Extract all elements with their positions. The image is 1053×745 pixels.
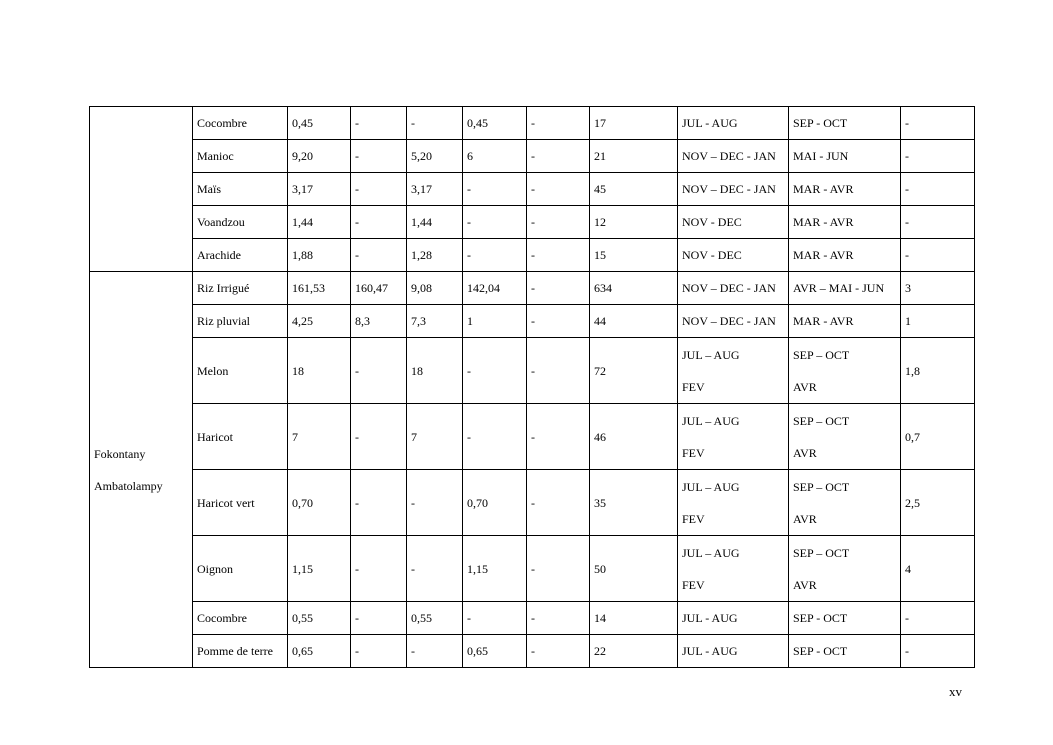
page-number: xv	[949, 684, 962, 699]
table-row	[90, 536, 975, 602]
value-cell: 0,65	[463, 635, 527, 668]
table-row	[90, 107, 975, 140]
value-cell: 161,53	[288, 272, 351, 305]
value-cell: 4	[901, 536, 975, 602]
sowing-period-cell	[678, 272, 789, 305]
value-cell: -	[901, 635, 975, 668]
value-cell: -	[351, 173, 407, 206]
period-line: FEV	[682, 445, 705, 460]
period-line: NOV – DEC - JAN	[682, 149, 776, 163]
sowing-period-cell	[678, 635, 789, 668]
crop-name-cell: Haricot vert	[193, 470, 288, 536]
crop-name-cell: Cocombre	[193, 107, 288, 140]
value-cell: -	[351, 536, 407, 602]
period-line: SEP - OCT	[793, 644, 848, 658]
value-cell: -	[407, 635, 463, 668]
table-row	[90, 206, 975, 239]
period-line: SEP - OCT	[793, 611, 848, 625]
value-cell: 1,44	[407, 206, 463, 239]
period-line: JUL – AUG	[682, 347, 740, 362]
table-row	[90, 140, 975, 173]
crop-name-cell: Haricot	[193, 404, 288, 470]
value-cell: -	[527, 239, 590, 272]
crop-name-cell: Voandzou	[193, 206, 288, 239]
value-cell: -	[527, 536, 590, 602]
value-cell: 7	[407, 404, 463, 470]
value-cell: 18	[288, 338, 351, 404]
value-cell: -	[901, 206, 975, 239]
value-cell: -	[901, 239, 975, 272]
period-line: JUL - AUG	[682, 116, 738, 130]
harvest-period-cell	[789, 107, 901, 140]
value-cell: 0,70	[463, 470, 527, 536]
harvest-period-cell	[789, 140, 901, 173]
crop-table	[89, 106, 975, 668]
value-cell: 160,47	[351, 272, 407, 305]
sowing-period-cell	[678, 602, 789, 635]
harvest-period-cell	[789, 404, 901, 470]
value-cell: -	[407, 536, 463, 602]
value-cell: -	[351, 206, 407, 239]
value-cell: -	[463, 602, 527, 635]
period-line: FEV	[682, 511, 705, 526]
value-cell: 44	[590, 305, 678, 338]
value-cell: 9,20	[288, 140, 351, 173]
table-row	[90, 470, 975, 536]
value-cell: 6	[463, 140, 527, 173]
value-cell: -	[351, 140, 407, 173]
value-cell: 3,17	[288, 173, 351, 206]
value-cell: -	[527, 206, 590, 239]
value-cell: 1,28	[407, 239, 463, 272]
group-label-line: Ambatolampy	[94, 478, 163, 493]
value-cell: -	[527, 602, 590, 635]
period-line: MAR - AVR	[793, 215, 854, 229]
harvest-period-cell	[789, 470, 901, 536]
period-line: JUL - AUG	[682, 611, 738, 625]
period-line: AVR	[793, 445, 817, 460]
crop-name-cell: Riz Irrigué	[193, 272, 288, 305]
table-row	[90, 305, 975, 338]
value-cell: 18	[407, 338, 463, 404]
value-cell: -	[527, 338, 590, 404]
value-cell: 1	[901, 305, 975, 338]
table-row	[90, 404, 975, 470]
period-line: NOV – DEC - JAN	[682, 281, 776, 295]
group-label-cell	[90, 272, 193, 668]
period-line: AVR – MAI - JUN	[793, 281, 885, 295]
period-line: SEP – OCT	[793, 413, 850, 428]
value-cell: -	[463, 338, 527, 404]
value-cell: -	[527, 173, 590, 206]
value-cell: -	[351, 404, 407, 470]
value-cell: 9,08	[407, 272, 463, 305]
crop-name-cell: Pomme de terre	[193, 635, 288, 668]
table-row	[90, 635, 975, 668]
harvest-period-cell	[789, 305, 901, 338]
period-line: SEP – OCT	[793, 479, 850, 494]
period-line: AVR	[793, 577, 817, 592]
value-cell: 72	[590, 338, 678, 404]
value-cell: 3	[901, 272, 975, 305]
sowing-period-cell	[678, 404, 789, 470]
crop-name-cell: Riz pluvial	[193, 305, 288, 338]
sowing-period-cell	[678, 239, 789, 272]
value-cell: -	[527, 404, 590, 470]
harvest-period-cell	[789, 635, 901, 668]
value-cell: 1,88	[288, 239, 351, 272]
table-row	[90, 272, 975, 305]
value-cell: 14	[590, 602, 678, 635]
table-row	[90, 173, 975, 206]
period-line: NOV – DEC - JAN	[682, 182, 776, 196]
value-cell: 22	[590, 635, 678, 668]
value-cell: -	[463, 404, 527, 470]
period-line: MAI - JUN	[793, 149, 849, 163]
period-line: AVR	[793, 511, 817, 526]
period-line: SEP - OCT	[793, 116, 848, 130]
value-cell: 50	[590, 536, 678, 602]
value-cell: 1,44	[288, 206, 351, 239]
value-cell: 1,15	[463, 536, 527, 602]
sowing-period-cell	[678, 140, 789, 173]
value-cell: -	[351, 602, 407, 635]
value-cell: 0,7	[901, 404, 975, 470]
value-cell: 45	[590, 173, 678, 206]
harvest-period-cell	[789, 338, 901, 404]
value-cell: 0,55	[407, 602, 463, 635]
crop-name-cell: Arachide	[193, 239, 288, 272]
table-row	[90, 239, 975, 272]
period-line: JUL – AUG	[682, 545, 740, 560]
value-cell: 2,5	[901, 470, 975, 536]
value-cell: 12	[590, 206, 678, 239]
period-line: JUL - AUG	[682, 644, 738, 658]
crop-name-cell: Melon	[193, 338, 288, 404]
value-cell: 7	[288, 404, 351, 470]
value-cell: -	[463, 239, 527, 272]
value-cell: 1	[463, 305, 527, 338]
value-cell: 7,3	[407, 305, 463, 338]
value-cell: -	[901, 107, 975, 140]
value-cell: 634	[590, 272, 678, 305]
value-cell: 1,15	[288, 536, 351, 602]
sowing-period-cell	[678, 338, 789, 404]
value-cell: -	[527, 140, 590, 173]
value-cell: -	[351, 107, 407, 140]
value-cell: -	[527, 272, 590, 305]
value-cell: 0,55	[288, 602, 351, 635]
value-cell: 4,25	[288, 305, 351, 338]
value-cell: -	[901, 140, 975, 173]
harvest-period-cell	[789, 272, 901, 305]
value-cell: -	[351, 338, 407, 404]
period-line: SEP – OCT	[793, 347, 850, 362]
period-line: NOV – DEC - JAN	[682, 314, 776, 328]
value-cell: -	[351, 635, 407, 668]
value-cell: 15	[590, 239, 678, 272]
period-line: MAR - AVR	[793, 314, 854, 328]
period-line: FEV	[682, 379, 705, 394]
period-line: SEP – OCT	[793, 545, 850, 560]
crop-name-cell: Oignon	[193, 536, 288, 602]
value-cell: 142,04	[463, 272, 527, 305]
period-line: MAR - AVR	[793, 248, 854, 262]
sowing-period-cell	[678, 173, 789, 206]
value-cell: 3,17	[407, 173, 463, 206]
value-cell: -	[351, 470, 407, 536]
harvest-period-cell	[789, 536, 901, 602]
sowing-period-cell	[678, 206, 789, 239]
value-cell: 17	[590, 107, 678, 140]
value-cell: -	[407, 470, 463, 536]
value-cell: 0,65	[288, 635, 351, 668]
harvest-period-cell	[789, 602, 901, 635]
sowing-period-cell	[678, 470, 789, 536]
crop-name-cell: Cocombre	[193, 602, 288, 635]
value-cell: 8,3	[351, 305, 407, 338]
value-cell: 46	[590, 404, 678, 470]
value-cell: -	[527, 107, 590, 140]
crop-table-body	[90, 107, 975, 668]
value-cell: -	[463, 173, 527, 206]
harvest-period-cell	[789, 173, 901, 206]
period-line: MAR - AVR	[793, 182, 854, 196]
period-line: FEV	[682, 577, 705, 592]
value-cell: 5,20	[407, 140, 463, 173]
sowing-period-cell	[678, 305, 789, 338]
value-cell: -	[351, 239, 407, 272]
period-line: AVR	[793, 379, 817, 394]
harvest-period-cell	[789, 206, 901, 239]
value-cell: -	[901, 173, 975, 206]
value-cell: 35	[590, 470, 678, 536]
crop-name-cell: Maïs	[193, 173, 288, 206]
value-cell: 1,8	[901, 338, 975, 404]
value-cell: 21	[590, 140, 678, 173]
value-cell: -	[527, 305, 590, 338]
table-row	[90, 338, 975, 404]
period-line: NOV - DEC	[682, 215, 742, 229]
value-cell: 0,45	[288, 107, 351, 140]
value-cell: 0,70	[288, 470, 351, 536]
group-label-line: Fokontany	[94, 446, 146, 461]
harvest-period-cell	[789, 239, 901, 272]
value-cell: -	[527, 470, 590, 536]
table-row	[90, 602, 975, 635]
value-cell: -	[527, 635, 590, 668]
group-label-cell	[90, 107, 193, 272]
period-line: JUL – AUG	[682, 479, 740, 494]
sowing-period-cell	[678, 536, 789, 602]
period-line: NOV - DEC	[682, 248, 742, 262]
value-cell: 0,45	[463, 107, 527, 140]
period-line: JUL – AUG	[682, 413, 740, 428]
value-cell: -	[463, 206, 527, 239]
value-cell: -	[407, 107, 463, 140]
value-cell: -	[901, 602, 975, 635]
crop-name-cell: Manioc	[193, 140, 288, 173]
sowing-period-cell	[678, 107, 789, 140]
